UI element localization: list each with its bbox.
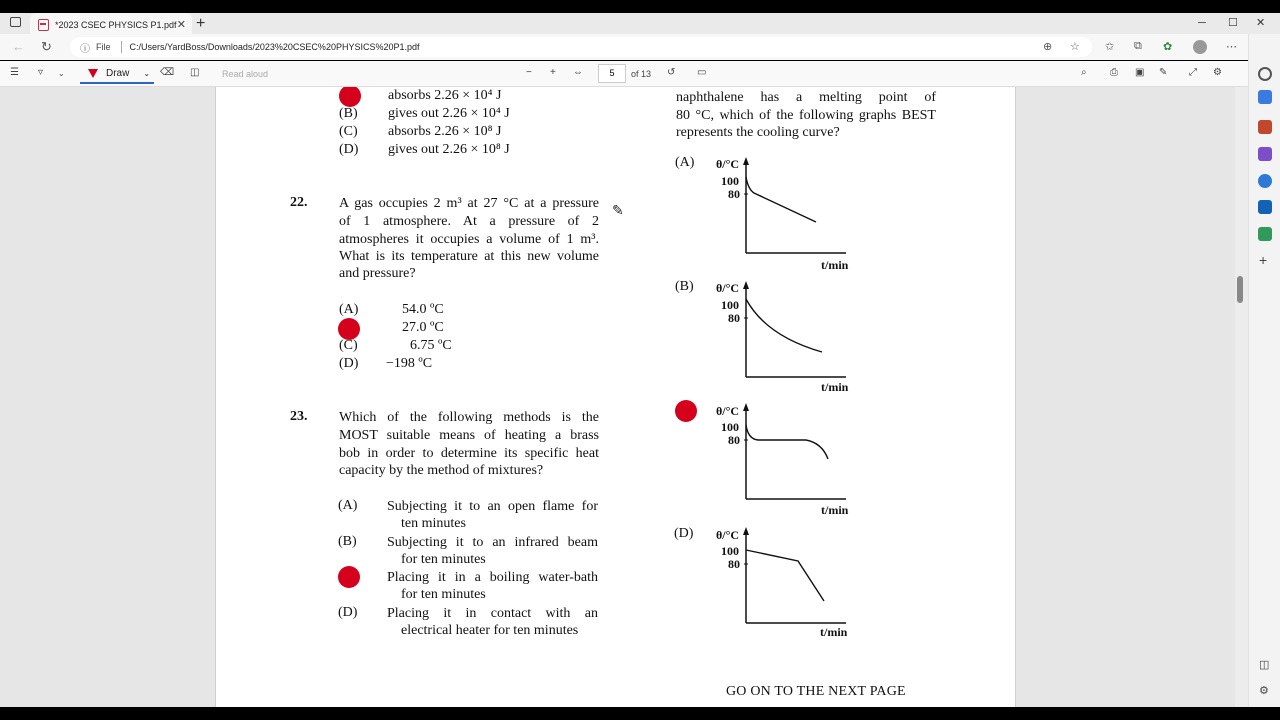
sidebar-settings-icon[interactable]: ⚙ [1259,685,1269,697]
close-window-button[interactable]: ✕ [1256,17,1266,29]
graph-b-curve [746,299,822,352]
page-view-icon[interactable]: ◫ [190,67,200,78]
q24-graph-d-letter: (D) [674,526,694,541]
page-number-input[interactable]: 5 [598,64,626,83]
save-icon[interactable]: ▣ [1135,67,1145,78]
cooling-graph-c [736,403,856,503]
selected-answer-marker [338,318,360,340]
q22-line-3: atmospheres it occupies a volume of 1 m³. [339,232,599,247]
browser-tab-bar [0,13,1280,34]
graph-b-x-label: t/min [821,380,849,394]
q24-line-3: represents the cooling curve? [676,125,840,140]
q21-option-d-letter: (D) [339,142,359,157]
favorite-star-icon[interactable]: ☆ [1070,41,1080,53]
settings-gear-icon[interactable]: ⚙ [1213,67,1222,78]
pdf-toolbar [0,61,1248,87]
q23-line-2: MOST suitable means of heating a brass [339,428,599,443]
graph-b-tick-80: 80 [728,311,740,325]
two-page-icon[interactable]: ▭ [697,67,707,78]
page-total: of 13 [631,69,652,79]
q24-graph-a-letter: (A) [675,155,695,170]
maximize-button[interactable]: ☐ [1228,17,1238,29]
graph-a-tick-80: 80 [728,187,740,201]
url-bar[interactable] [70,37,1092,57]
q22-option-a-letter: (A) [339,302,359,317]
zoom-in-button[interactable]: + [550,67,556,78]
fit-page-icon[interactable]: ⇔ [573,67,583,78]
graph-c-curve [746,425,828,459]
new-tab-button[interactable]: + [196,15,206,32]
graph-a-y-label: θ/°C [716,157,740,171]
pdf-page [215,87,1016,707]
q22-option-b-text: 27.0 ºC [402,320,444,335]
zoom-out-button[interactable]: − [526,67,532,78]
q23-line-1: Which of the following methods is the [339,410,599,425]
url-divider [121,41,122,53]
q23-option-d-line-2: electrical heater for ten minutes [401,623,579,638]
q23-option-b-line-1: Subjecting it to an infrared beam [387,535,598,550]
graph-d-tick-100: 100 [721,544,739,558]
tab-close-icon[interactable]: ✕ [176,19,186,31]
contents-icon[interactable]: ☰ [10,67,19,78]
screen-top-border [0,0,1280,13]
more-menu-icon[interactable]: ⋯ [1226,41,1237,53]
q22-line-2: of 1 atmosphere. At a pressure of 2 [339,214,599,229]
q22-line-4: What is its temperature at this new volume [339,249,599,264]
graph-a-tick-100: 100 [721,174,739,188]
sidebar-designer-icon[interactable] [1258,227,1272,241]
highlight-icon[interactable]: ▿ [38,67,44,78]
back-arrow-icon[interactable]: ← [12,39,25,54]
fullscreen-icon[interactable]: ⤢ [1189,67,1197,78]
graph-d-curve [746,550,824,601]
q23-option-a-letter: (A) [338,498,358,513]
q21-option-a-text: absorbs 2.26 × 10⁴ J [388,88,502,103]
draw-label: Draw [106,67,130,79]
vertical-scrollbar[interactable] [1235,87,1248,707]
q22-line-5: and pressure? [339,266,416,281]
selected-answer-marker [338,566,360,588]
save-as-icon[interactable]: ✎ [1159,67,1168,78]
q22-number: 22. [290,195,308,210]
q23-number: 23. [290,409,308,424]
graph-c-tick-80: 80 [728,433,740,447]
graph-d-tick-80: 80 [728,557,740,571]
sidebar-add-icon[interactable]: + [1259,252,1268,268]
pdf-file-icon [38,19,49,31]
sidebar-tools-icon[interactable] [1258,120,1272,134]
q21-option-b-text: gives out 2.26 × 10⁴ J [388,106,510,121]
extensions-icon[interactable]: ✿ [1163,41,1173,53]
graph-a-curve [746,177,816,222]
graph-a-x-label: t/min [821,258,849,272]
graph-c-x-label: t/min [821,503,849,517]
search-icon[interactable]: ⌕ [1081,67,1087,78]
rotate-icon[interactable]: ↺ [667,67,676,78]
q22-option-d-text: −198 ºC [386,356,433,371]
sidebar-shopping-icon[interactable] [1258,90,1272,104]
draw-button[interactable] [80,64,154,84]
q23-option-b-line-2: for ten minutes [401,552,486,567]
url-text[interactable]: C:/Users/YardBoss/Downloads/2023%20CSEC%20PHYSICS%20P1.pdf [129,42,420,52]
address-bar-row [0,34,1280,60]
tab-title: *2023 CSEC PHYSICS P1.pdf [55,19,177,30]
q24-graph-b-letter: (B) [675,279,694,294]
q21-option-d-text: gives out 2.26 × 10⁸ J [388,142,510,157]
q23-line-3: bob in order to determine its specific heat [339,446,599,461]
q23-option-c-line-1: Placing it in a boiling water-bath [387,570,598,585]
graph-b-y-label: θ/°C [716,281,740,295]
sidebar-outlook-icon[interactable] [1258,200,1272,214]
sidebar-microsoft365-icon[interactable] [1258,174,1272,188]
graph-d-x-label: t/min [820,625,848,639]
q22-option-c-text: 6.75 ºC [410,338,452,353]
read-aloud-button[interactable]: Read aloud [222,69,269,79]
collections-icon[interactable]: ⧉ [1134,40,1142,52]
print-icon[interactable]: ⎙ [1110,67,1118,78]
graph-c-tick-100: 100 [721,420,739,434]
q24-line-2: 80 °C, which of the following graphs BEST [676,108,936,123]
q23-option-b-letter: (B) [338,534,357,549]
graph-c-y-label: θ/°C [716,404,740,418]
screen-bottom-border [0,707,1280,720]
sidebar-search-icon[interactable] [1258,67,1272,81]
eraser-icon[interactable]: ⌫ [160,67,175,78]
q24-line-1: naphthalene has a melting point of [676,90,936,105]
q23-option-a-line-2: ten minutes [401,516,466,531]
q22-option-d-letter: (D) [339,356,359,371]
q23-line-4: capacity by the method of mixtures? [339,463,544,478]
favorites-icon[interactable]: ✩ [1105,41,1115,53]
browser-tab[interactable] [30,13,192,36]
cooling-graph-a [736,157,856,257]
q22-option-c-letter: (C) [339,338,358,353]
q23-option-a-line-1: Subjecting it to an open flame for [387,499,598,514]
q23-option-d-letter: (D) [338,605,358,620]
q21-option-c-letter: (C) [339,124,358,139]
highlight-dropdown-icon[interactable]: ⌄ [58,69,65,78]
pencil-cursor-icon: ✎ [612,202,624,218]
graph-b-tick-100: 100 [721,298,739,312]
graph-d-y-label: θ/°C [716,528,740,542]
edge-sidebar [1248,34,1280,707]
q21-option-c-text: absorbs 2.26 × 10⁸ J [388,124,502,139]
cooling-graph-d [736,527,856,627]
q22-line-1: A gas occupies 2 m³ at 27 °C at a pressure [339,196,599,211]
minimize-button[interactable]: ─ [1198,17,1206,29]
selected-answer-marker [339,87,361,107]
q23-option-c-line-2: for ten minutes [401,587,486,602]
refresh-icon[interactable]: ↻ [41,39,52,54]
draw-dropdown-icon[interactable]: ⌄ [143,68,151,78]
tab-actions-icon[interactable] [10,17,21,27]
q21-option-b-letter: (B) [339,106,358,121]
q22-option-a-text: 54.0 ºC [402,302,444,317]
sidebar-games-icon[interactable] [1258,147,1272,161]
profile-avatar[interactable] [1193,40,1207,54]
q23-option-d-line-1: Placing it in contact with an [387,606,598,621]
sidebar-layout-icon[interactable]: ◫ [1259,659,1270,671]
selected-answer-marker [675,400,697,422]
zoom-icon[interactable]: ⊕ [1043,41,1053,53]
cooling-graph-b [736,281,856,381]
go-on-footer: GO ON TO THE NEXT PAGE [726,684,906,699]
info-icon[interactable]: ⓘ [80,43,90,55]
draw-pen-icon [88,69,98,78]
url-scheme-label: File [96,42,111,52]
scrollbar-thumb[interactable] [1237,276,1243,303]
